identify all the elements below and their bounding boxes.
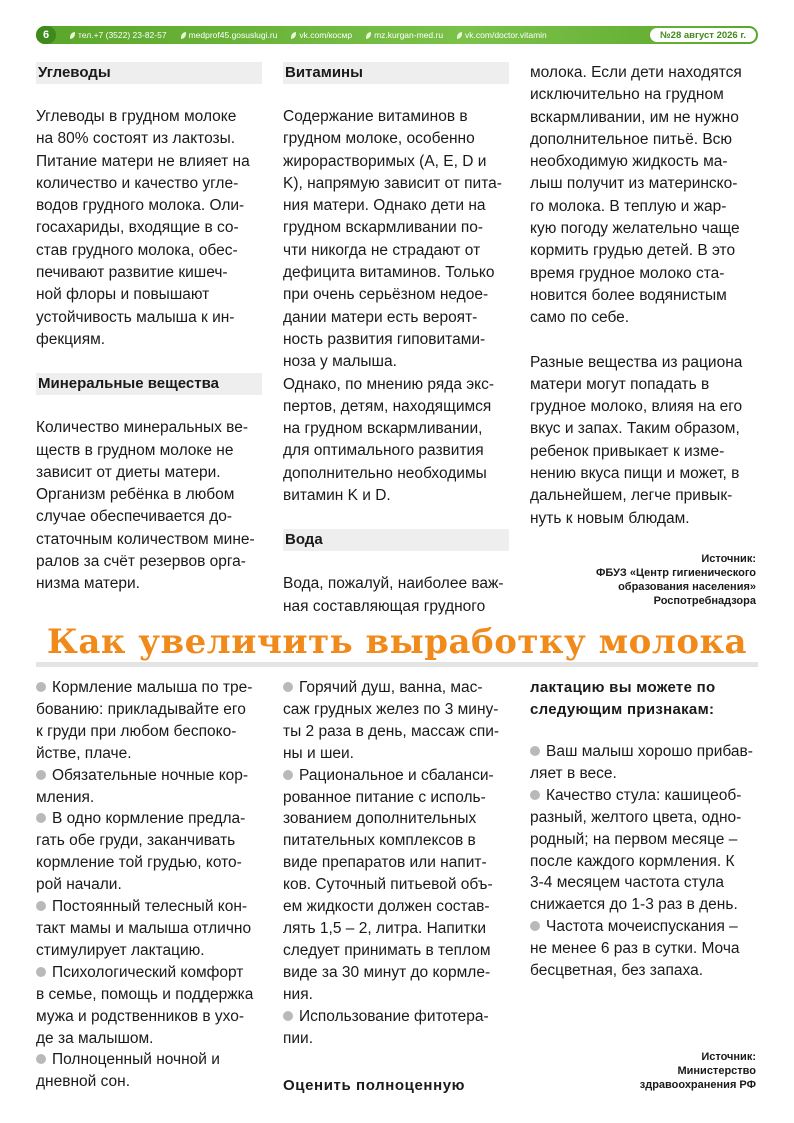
tips-column-1	[36, 677, 262, 1093]
heading-carbs: Углеводы	[36, 62, 262, 84]
contact-phone: тел.+7 (3522) 23-82-57	[70, 30, 167, 40]
contact-vk[interactable]: vk.com/космр	[291, 30, 352, 40]
source-ministry: Источник: Министерство здравоохранения РФ	[639, 1051, 756, 1091]
list-item: Психологический комфорт в семье, помощь и поддержка мужа и родственников в ухо- де за малышом.	[36, 963, 254, 1047]
contact-site[interactable]: medprof45.gosuslugi.ru	[181, 30, 278, 40]
paragraph-water-cont: молока. Если дети находятся исключительно на грудном вскармливании, им не нужно дополнительное питьё. Всю необходимую жидкость ма- лыш получит из материнско- го молока. В теплую и жар- кую погоду желательно чаще кормить грудью детей. В это время грудное молоко ста- новится более водянистым само по себе.	[530, 64, 742, 327]
heading-water: Вода	[283, 529, 509, 551]
list-item: Обязательные ночные кор- мления.	[36, 766, 249, 806]
bullet-icon	[283, 682, 293, 692]
paragraph-vitamins: Содержание витаминов в грудном молоке, особенно жирорастворимых (А, Е, D и K), напрямую зависит от пита- ния матери. Однако дети на грудном вскармливании по- чти никогда не страдают от дефицита витаминов. Только при очень серьёзном недое- дании матери есть вероят- ность развития гиповитами- ноза у малыша. Однако, по мнению ряда экс- пертов, детям, находящимся на грудном вскармливании, для оптимального развития дополнительно необходимы витамин K и D.	[283, 108, 502, 505]
list-item: Рациональное и сбаланси- рованное питание с исполь- зованием дополнительных питательных комплексов в виде препаратов или напит- ков. Суточный питьевой объ- ем жидкости должен состав- лять 1,5 – 2, литра. Напитки следует принимать в теплом виде за 30 минут до кормле- ния.	[283, 766, 494, 1003]
list-item: Постоянный телесный кон- такт мамы и малыша отлично стимулирует лактацию.	[36, 898, 252, 959]
tips-column-3	[530, 677, 758, 982]
list-item: Частота мочеиспускания – не менее 6 раз в сутки. Моча бесцветная, без запаха.	[530, 918, 740, 980]
source-rospotrebnadzor: Источник: ФБУЗ «Центр гигиенического образования населения» Роспотребнадзора	[596, 553, 756, 607]
column-2	[283, 62, 509, 618]
list-item: Качество стула: кашицеоб- разный, желтого цвета, одно- родный; на первом месяце – после каждого кормления. К 3-4 месяцем частота стула снижается до 1-3 раз в день.	[530, 786, 742, 914]
title-divider	[36, 662, 758, 667]
bullet-icon	[530, 790, 540, 800]
assessment-heading-start: Оценить полноценную	[283, 1077, 466, 1095]
bullet-icon	[530, 746, 540, 756]
list-item: Полноценный ночной и дневной сон.	[36, 1051, 220, 1091]
paragraph-water: Вода, пожалуй, наиболее важ- ная составляющая грудного	[283, 575, 504, 615]
bullet-icon	[36, 682, 46, 692]
tips-column-2	[283, 677, 509, 1097]
contact-mz-site[interactable]: mz.kurgan-med.ru	[366, 30, 443, 40]
bullet-icon	[36, 1054, 46, 1064]
leaf-icon	[457, 32, 462, 39]
header-bar	[36, 26, 758, 44]
list-item: Использование фитотера- пии.	[283, 1007, 489, 1047]
bullet-icon	[283, 770, 293, 780]
paragraph-taste: Разные вещества из рациона матери могут попадать в грудное молоко, влияя на его вкус и запах. Таким образом, ребенок привыкает к изме- нению вкуса пищи и может, в дальнейшем, легче привык- нуть к новым блюдам.	[530, 353, 743, 527]
issue-badge: №28 август 2026 г.	[650, 28, 756, 42]
list-item: В одно кормление предла- гать обе груди, заканчивать кормление той грудью, кото- рой начали.	[36, 810, 246, 894]
bullet-icon	[530, 921, 540, 931]
column-1	[36, 62, 262, 596]
assessment-heading-end: лактацию вы можете по следующим признакам:	[530, 679, 716, 718]
bullet-icon	[36, 901, 46, 911]
contact-vk-doctor[interactable]: vk.com/doctor.vitamin	[457, 30, 547, 40]
paragraph-carbs: Углеводы в грудном молоке на 80% состоят из лактозы. Питание матери не влияет на количество и качество угле- водов грудного молока. Оли- госахариды, входящие в со- став грудного молока, обес- печивают развитие кишеч- ной флоры и повышают устойчивость малыша к ин- фекциям.	[36, 108, 250, 348]
bullet-icon	[283, 1011, 293, 1021]
header-contacts	[70, 30, 650, 40]
paragraph-minerals: Количество минеральных ве- ществ в грудном молоке не зависит от диеты матери. Организм ребёнка в любом случае обеспечивается до- статочным количеством мине- ралов за счёт резервов орга- низма матери.	[36, 419, 255, 593]
list-item: Ваш малыш хорошо прибав- ляет в весе.	[530, 743, 753, 782]
bullet-icon	[36, 813, 46, 823]
heading-minerals: Минеральные вещества	[36, 373, 262, 395]
page-number: 6	[36, 26, 56, 44]
list-item: Кормление малыша по тре- бованию: прикладывайте его к груди при любом беспоко- йстве, плаче.	[36, 679, 253, 762]
heading-vitamins: Витамины	[283, 62, 509, 84]
list-item: Горячий душ, ванна, мас- саж грудных желез по 3 мину- ты 2 раза в день, массаж спи- ны и шеи.	[283, 679, 500, 762]
leaf-icon	[291, 32, 296, 39]
leaf-icon	[366, 32, 371, 39]
bullet-icon	[36, 967, 46, 977]
bullet-icon	[36, 770, 46, 780]
leaf-icon	[70, 32, 75, 39]
leaf-icon	[181, 32, 186, 39]
section-title: Как увеличить выработку молока	[46, 622, 748, 662]
column-3	[530, 62, 758, 530]
